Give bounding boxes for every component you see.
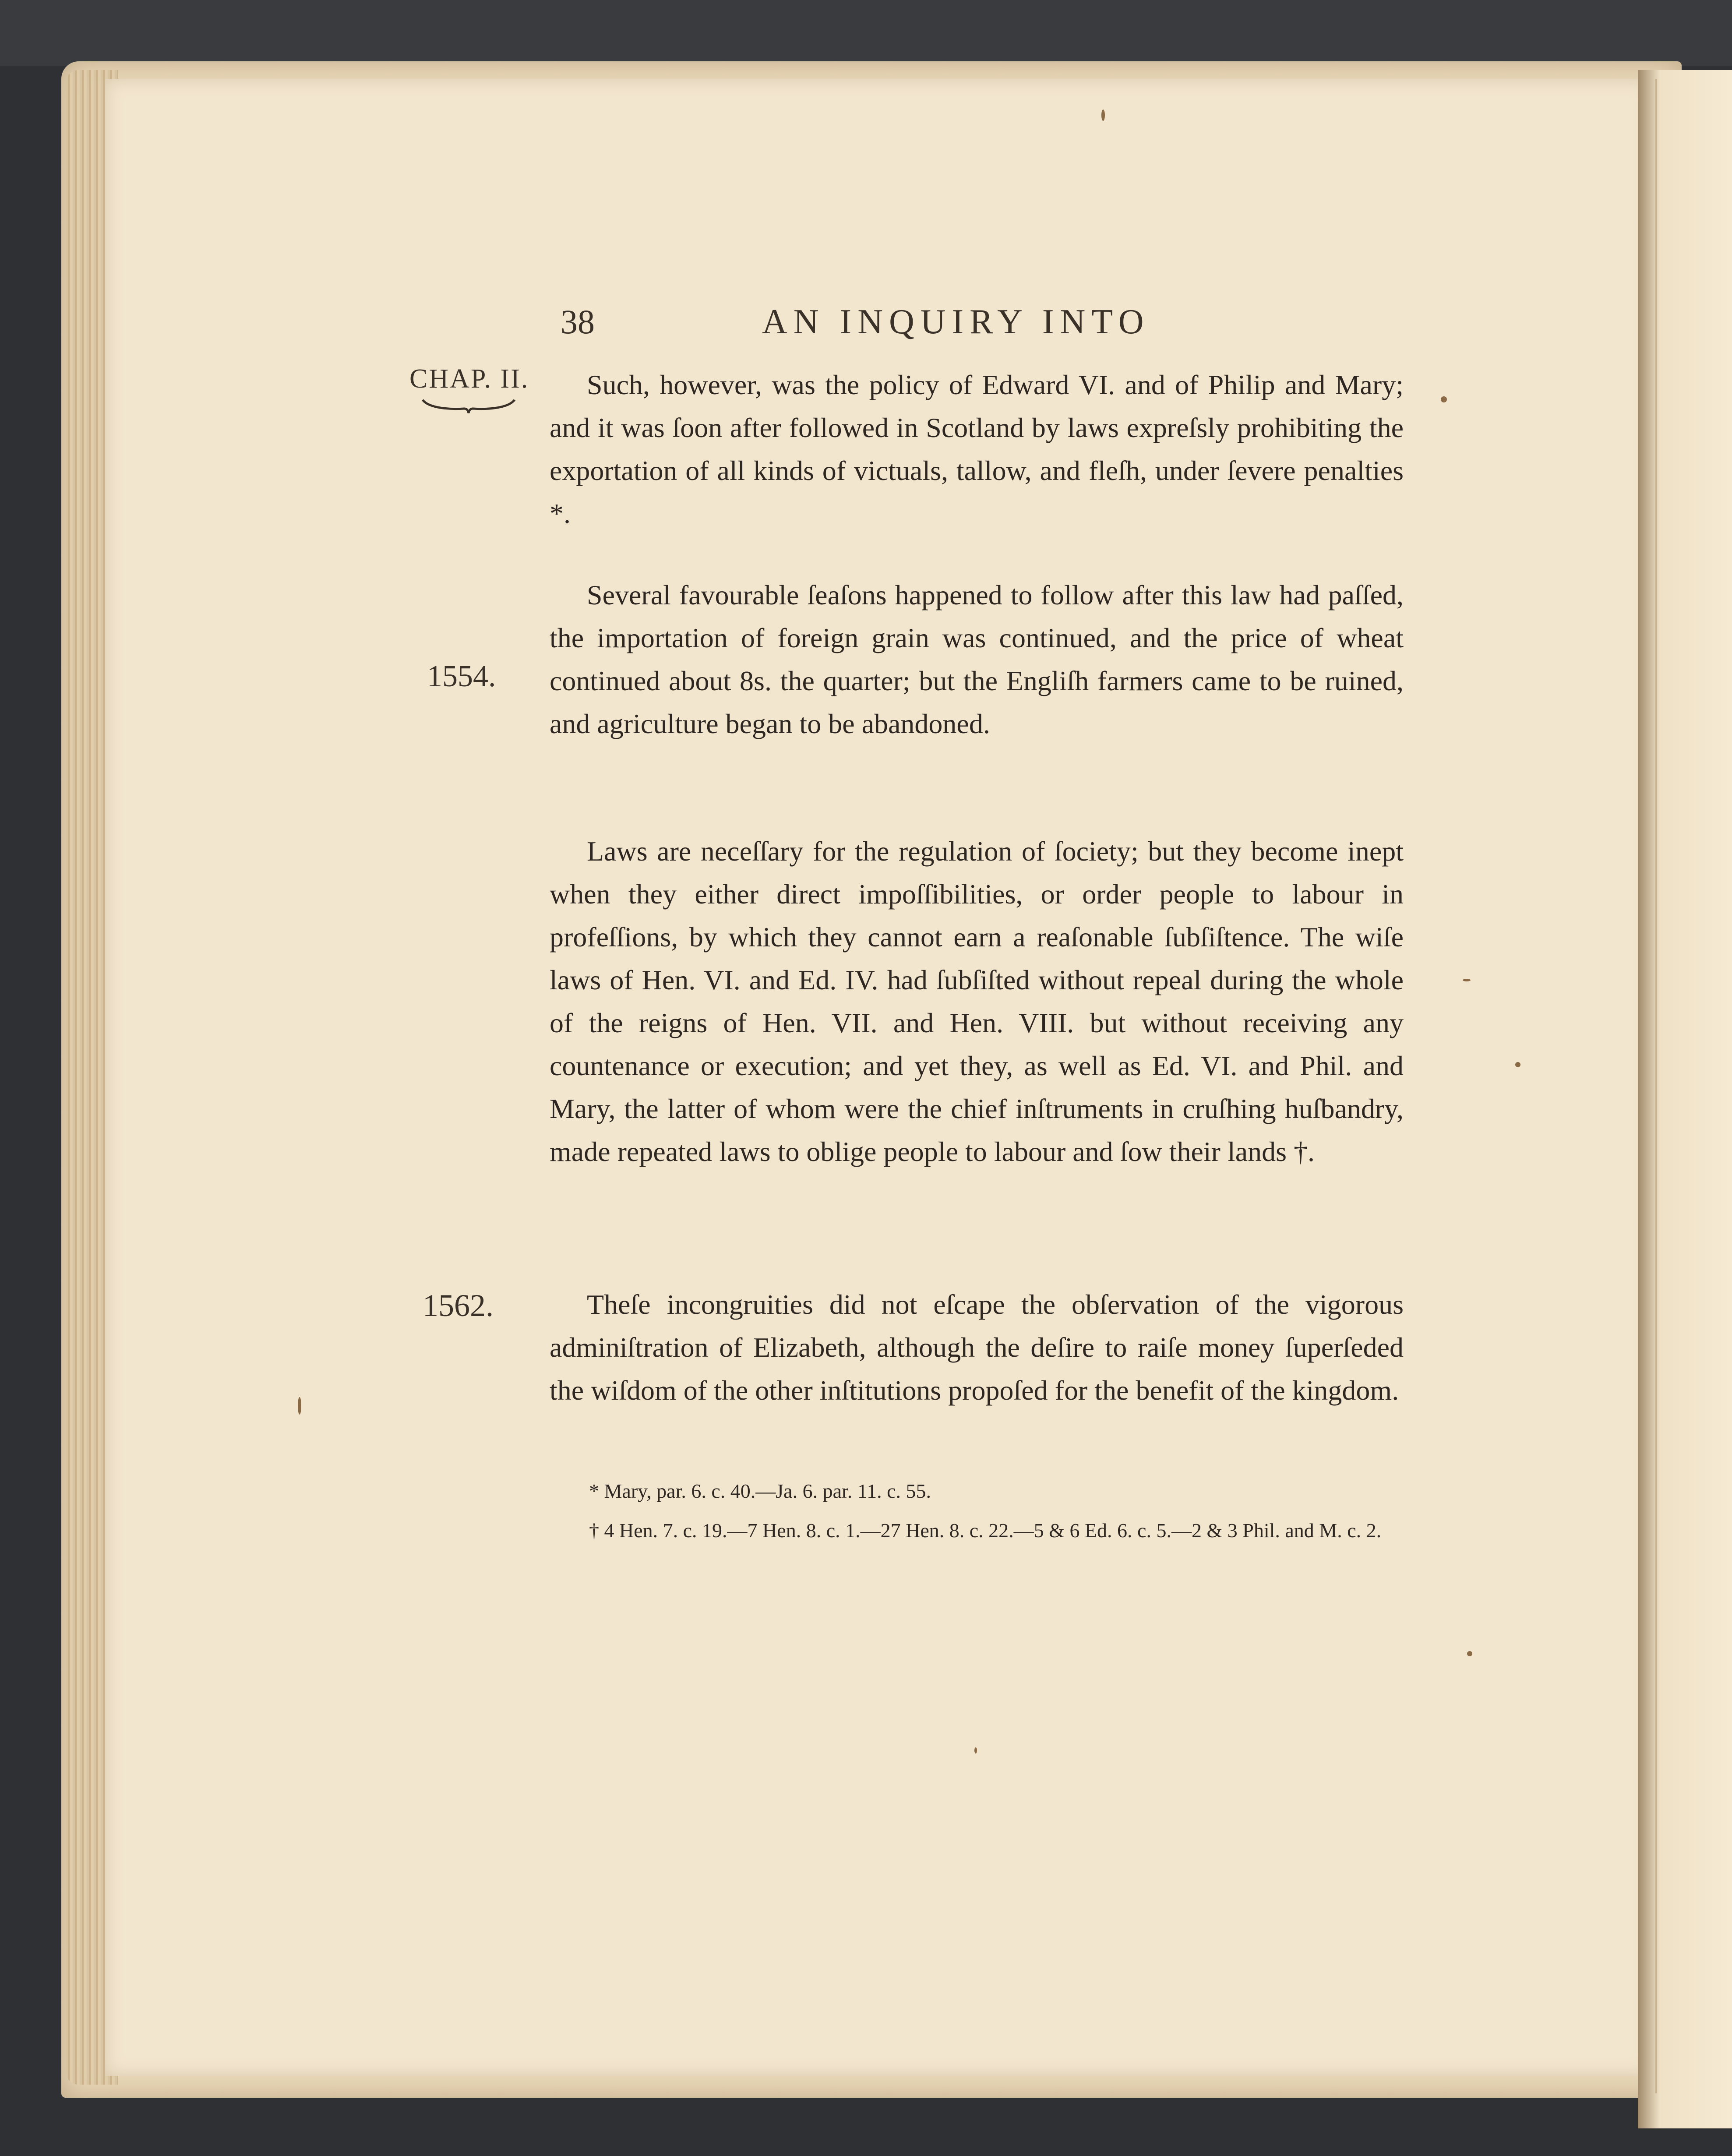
paper-speck	[974, 1747, 977, 1754]
facing-page-edge	[1638, 70, 1732, 2128]
footnote-1: * Mary, par. 6. c. 40.—Ja. 6. par. 11. c. 55.	[589, 1480, 931, 1502]
paper-speck	[298, 1397, 301, 1415]
page-number: 38	[561, 303, 595, 341]
background-top	[0, 0, 1732, 66]
chapter-sidenote: CHAP. II.	[409, 364, 529, 394]
year-sidenote-1554: 1554.	[427, 660, 496, 693]
running-title: AN INQUIRY INTO	[762, 303, 1150, 341]
paper-speck	[1101, 109, 1105, 121]
paragraph-3: Laws are neceſſary for the regulation of ſociety; but they become inept when they either direct impoſſibilities, or order people to labour in profeſſions, by which they cannot earn a reaſonable ſubſiſtence. The wiſe laws of Hen. VI. and Ed. IV. had ſubſiſted without repeal during the whole of the reigns of Hen. VII. and Hen. VIII. but without receiving any countenance or execution; and yet they, as well as Ed. VI. and Phil. and Mary, the latter of whom were the chief inſtruments in cruſhing huſbandry, made repeated laws to oblige people to labour and ſow their lands †.	[550, 836, 1404, 1167]
paper-speck	[1463, 979, 1471, 981]
paper-speck	[1441, 396, 1447, 402]
year-sidenote-1562: 1562.	[423, 1288, 494, 1323]
running-head	[552, 302, 1406, 350]
paper-speck	[1515, 1062, 1520, 1067]
paragraph-4: Theſe incongruities did not eſcape the obſervation of the vigorous adminiſtration of Elizabeth, although the deſire to raiſe money ſuperſeded the wiſdom of the other inſtitutions propoſed for the benefit of the kingdom.	[550, 1289, 1404, 1406]
paragraph-2: Several favourable ſeaſons happened to follow after this law had paſſed, the importation of foreign grain was continued, and the price of wheat continued about 8s. the quarter; but the Engliſh farmers came to be ruined, and agriculture began to be abandoned.	[550, 579, 1404, 739]
paper-speck	[1467, 1651, 1472, 1656]
paragraph-1: Such, however, was the policy of Edward VI. and of Philip and Mary; and it was ſoon after followed in Scotland by laws expreſsly prohibiting the exportation of all kinds of victuals, tallow, and fleſh, under ſevere penalties *.	[550, 369, 1404, 529]
brace-ornament	[420, 396, 517, 414]
binding-gutter	[1655, 79, 1657, 2093]
footnote-2: † 4 Hen. 7. c. 19.—7 Hen. 8. c. 1.—27 Hen. 8. c. 22.—5 & 6 Ed. 6. c. 5.—2 & 3 Phil. and M. c. 2.	[589, 1519, 1382, 1542]
